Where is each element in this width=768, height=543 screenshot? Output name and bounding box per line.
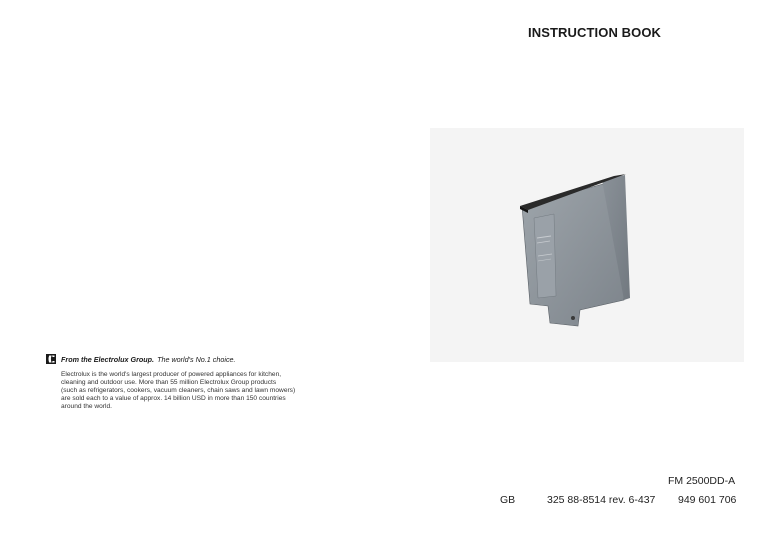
description-line: are sold each to a value of approx. 14 billion USD in more than 150 countries xyxy=(61,395,286,403)
brand-tagline xyxy=(46,354,236,364)
product-photo xyxy=(430,128,744,362)
electrolux-logo-icon xyxy=(46,354,56,364)
language-code: GB xyxy=(500,494,516,506)
company-description xyxy=(61,371,361,411)
description-line: around the world. xyxy=(61,403,112,411)
appliance-illustration xyxy=(430,128,744,362)
document-code: 325 88-8514 rev. 6-437 xyxy=(547,494,656,506)
description-line: (such as refrigerators, cookers, vacuum cleaners, chain saws and lawn mowers) xyxy=(61,387,296,395)
tagline-bold: From the Electrolux Group. xyxy=(61,354,155,364)
part-number: 949 601 706 xyxy=(678,494,737,506)
model-number: FM 2500DD-A xyxy=(668,475,736,487)
description-line: Electrolux is the world's largest producer of powered appliances for kitchen, xyxy=(61,371,282,378)
document-title: INSTRUCTION BOOK xyxy=(528,25,662,40)
description-line: cleaning and outdoor use. More than 55 million Electrolux Group products xyxy=(61,379,277,387)
tagline-italic: The world's No.1 choice. xyxy=(157,354,236,364)
